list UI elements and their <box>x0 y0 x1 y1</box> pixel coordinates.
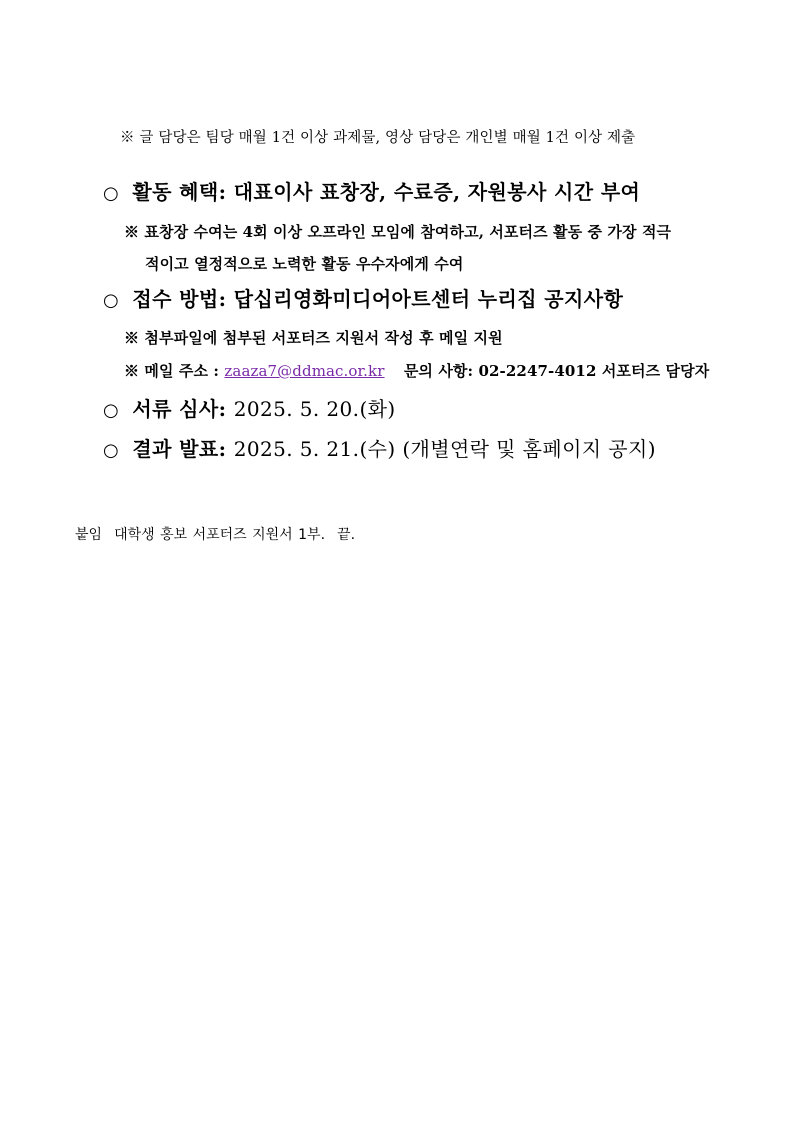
application-label: 접수 방법: <box>132 287 227 311</box>
email-prefix: ※ 메일 주소 : <box>124 362 220 380</box>
email-line <box>124 362 709 380</box>
benefits-label: 활동 혜택: <box>132 180 227 204</box>
benefits-bullet <box>103 180 640 204</box>
attachment-line <box>75 527 355 544</box>
attachment-text: 대학생 홍보 서포터즈 지원서 1부. <box>114 527 326 543</box>
screening-bullet <box>103 397 396 421</box>
benefits-note-line1: ※ 표창장 수여는 4회 이상 오프라인 모임에 참여하고, 서포터즈 활동 중 가장 적극 <box>124 223 672 241</box>
bullet-circle-icon: ○ <box>103 183 120 204</box>
application-bullet <box>103 287 623 311</box>
attachment-label: 붙임 <box>75 527 103 543</box>
top-note: ※ 글 담당은 팀당 매월 1건 이상 과제물, 영상 담당은 개인별 매월 1건 이상 제출 <box>120 130 636 146</box>
screening-date: 2025. 5. 20.(화) <box>233 397 396 421</box>
bullet-circle-icon: ○ <box>103 400 120 421</box>
bullet-circle-icon: ○ <box>103 440 120 461</box>
contact-info: 문의 사항: 02-2247-4012 서포터즈 담당자 <box>403 362 710 380</box>
announcement-bullet <box>103 437 656 461</box>
email-link[interactable]: zaaza7@ddmac.or.kr <box>224 362 385 380</box>
application-value: 답십리영화미디어아트센터 누리집 공지사항 <box>233 287 624 311</box>
application-note: ※ 첨부파일에 첨부된 서포터즈 지원서 작성 후 메일 지원 <box>124 329 503 347</box>
announcement-value: 2025. 5. 21.(수) (개별연락 및 홈페이지 공지) <box>233 437 656 461</box>
bullet-circle-icon: ○ <box>103 290 120 311</box>
benefits-note-line2: 적이고 열정적으로 노력한 활동 우수자에게 수여 <box>145 255 464 273</box>
attachment-end: 끝. <box>337 527 356 543</box>
benefits-value: 대표이사 표창장, 수료증, 자원봉사 시간 부여 <box>233 180 641 204</box>
announcement-label: 결과 발표: <box>132 437 227 461</box>
screening-label: 서류 심사: <box>132 397 227 421</box>
